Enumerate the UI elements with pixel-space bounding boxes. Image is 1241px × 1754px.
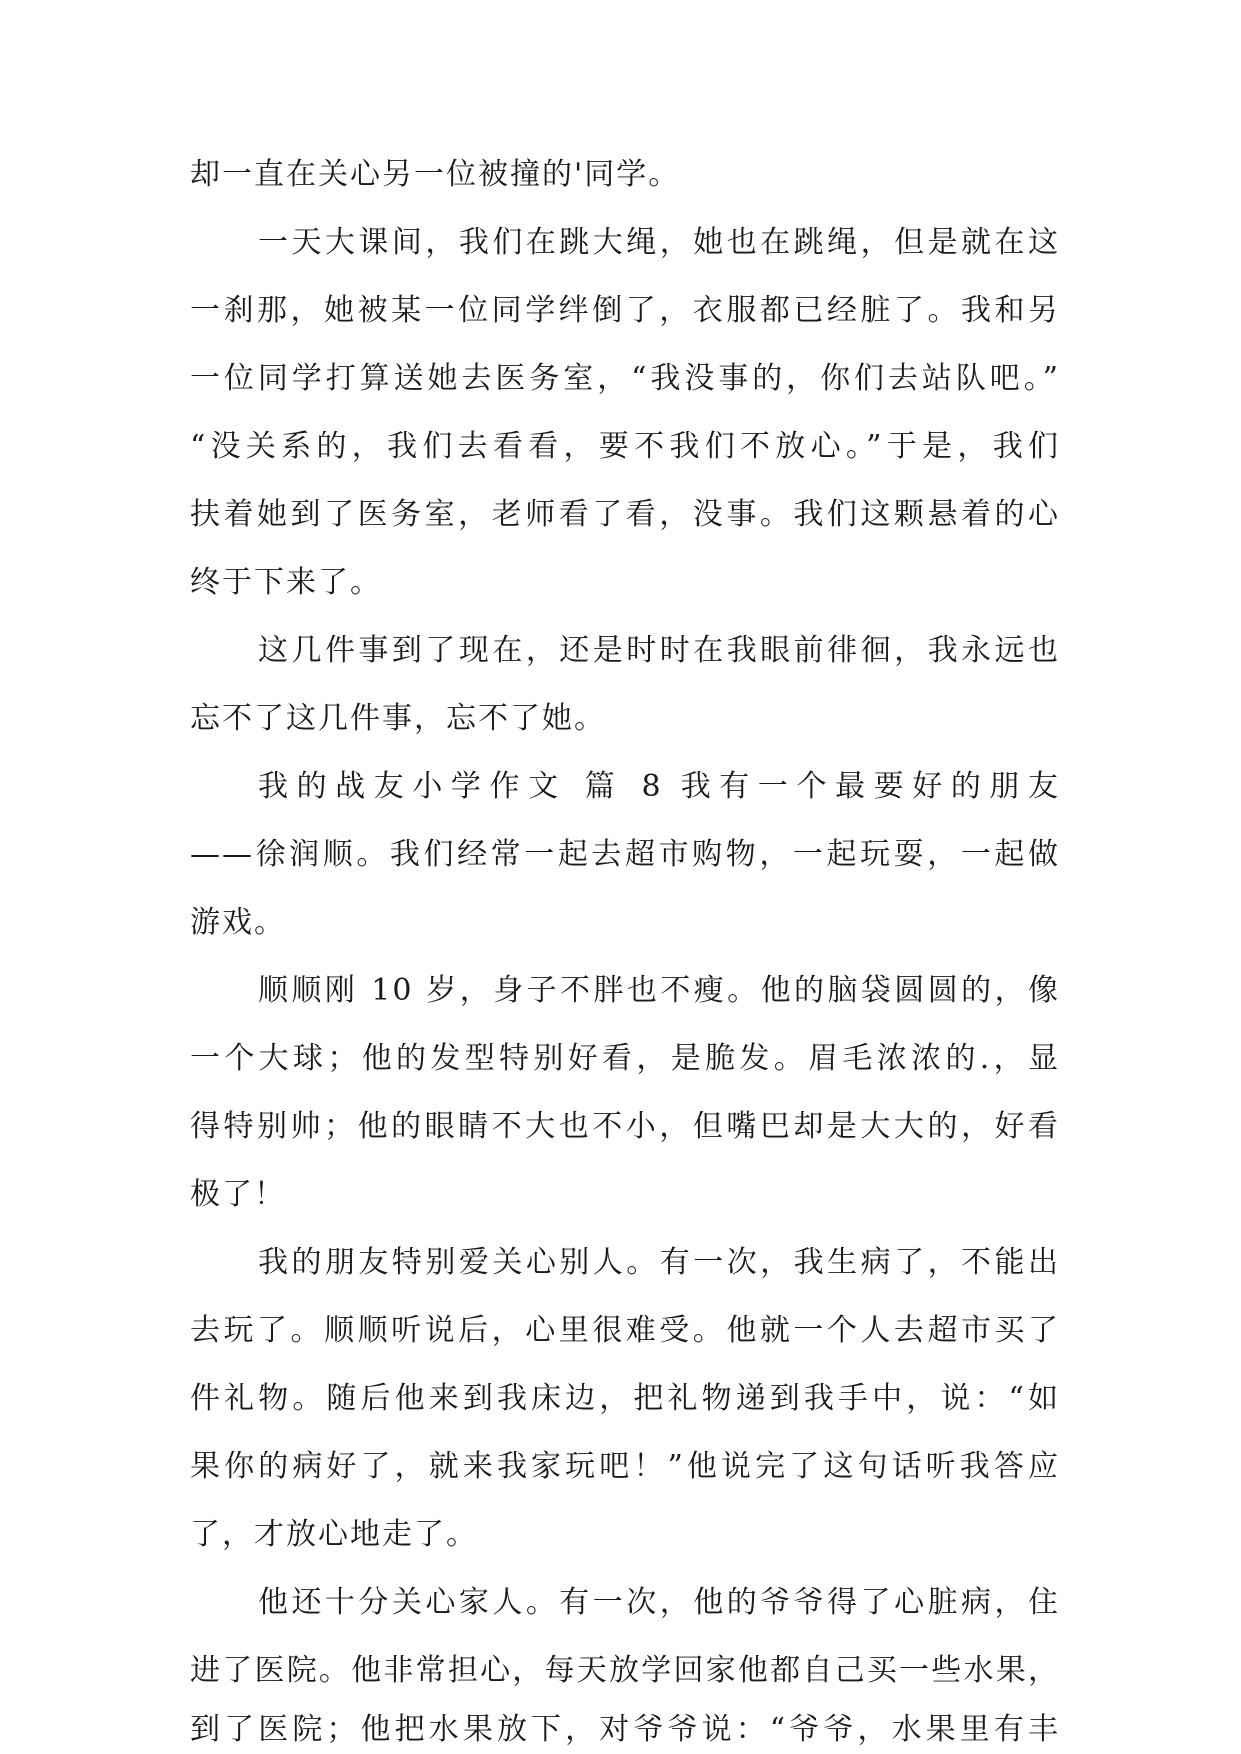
text-line-23: 进了医院。他非常担心，每天放学回家他都自己买一些水果， [190, 1653, 1060, 1688]
text-line-13: 顺顺刚 10 岁，身子不胖也不瘦。他的脑袋圆圆的，像 [258, 973, 1060, 1008]
text-line-20: 果你的病好了，就来我家玩吧！”他说完了这句话听我答应 [190, 1449, 1060, 1484]
text-line-9: 忘不了这几件事，忘不了她。 [190, 701, 606, 736]
text-line-5: “没关系的，我们去看看，要不我们不放心。”于是，我们 [190, 429, 1060, 464]
text-line-24: 到了医院；他把水果放下，对爷爷说：“爷爷，水果里有丰 [190, 1712, 1060, 1747]
text-line-3: 一刹那，她被某一位同学绊倒了，衣服都已经脏了。我和另 [190, 293, 1060, 328]
text-line-14: 一个大球；他的发型特别好看，是脆发。眉毛浓浓的.，显 [190, 1041, 1060, 1076]
text-line-22: 他还十分关心家人。有一次，他的爷爷得了心脏病，住 [258, 1585, 1060, 1620]
text-line-11: ——徐润顺。我们经常一起去超市购物，一起玩耍，一起做 [190, 837, 1060, 872]
text-line-16: 极了！ [190, 1177, 286, 1212]
text-line-7: 终于下来了。 [190, 565, 382, 600]
text-line-1: 却一直在关心另一位被撞的'同学。 [190, 157, 681, 192]
text-line-18: 去玩了。顺顺听说后，心里很难受。他就一个人去超市买了 [190, 1313, 1060, 1348]
text-line-2: 一天大课间，我们在跳大绳，她也在跳绳，但是就在这 [258, 225, 1060, 260]
text-line-15: 得特别帅；他的眼睛不大也不小，但嘴巴却是大大的，好看 [190, 1109, 1060, 1144]
text-line-19: 件礼物。随后他来到我床边，把礼物递到我手中，说：“如 [190, 1381, 1060, 1416]
text-line-12: 游戏。 [190, 905, 286, 940]
section-heading-line: 我的战友小学作文 篇 8 我有一个最要好的朋友 [258, 769, 1060, 804]
text-line-8: 这几件事到了现在，还是时时在我眼前徘徊，我永远也 [258, 633, 1060, 668]
text-line-4: 一位同学打算送她去医务室，“我没事的，你们去站队吧。” [190, 361, 1060, 396]
text-line-6: 扶着她到了医务室，老师看了看，没事。我们这颗悬着的心 [190, 497, 1060, 532]
text-line-21: 了，才放心地走了。 [190, 1517, 478, 1552]
text-line-17: 我的朋友特别爱关心别人。有一次，我生病了，不能出 [258, 1245, 1060, 1280]
